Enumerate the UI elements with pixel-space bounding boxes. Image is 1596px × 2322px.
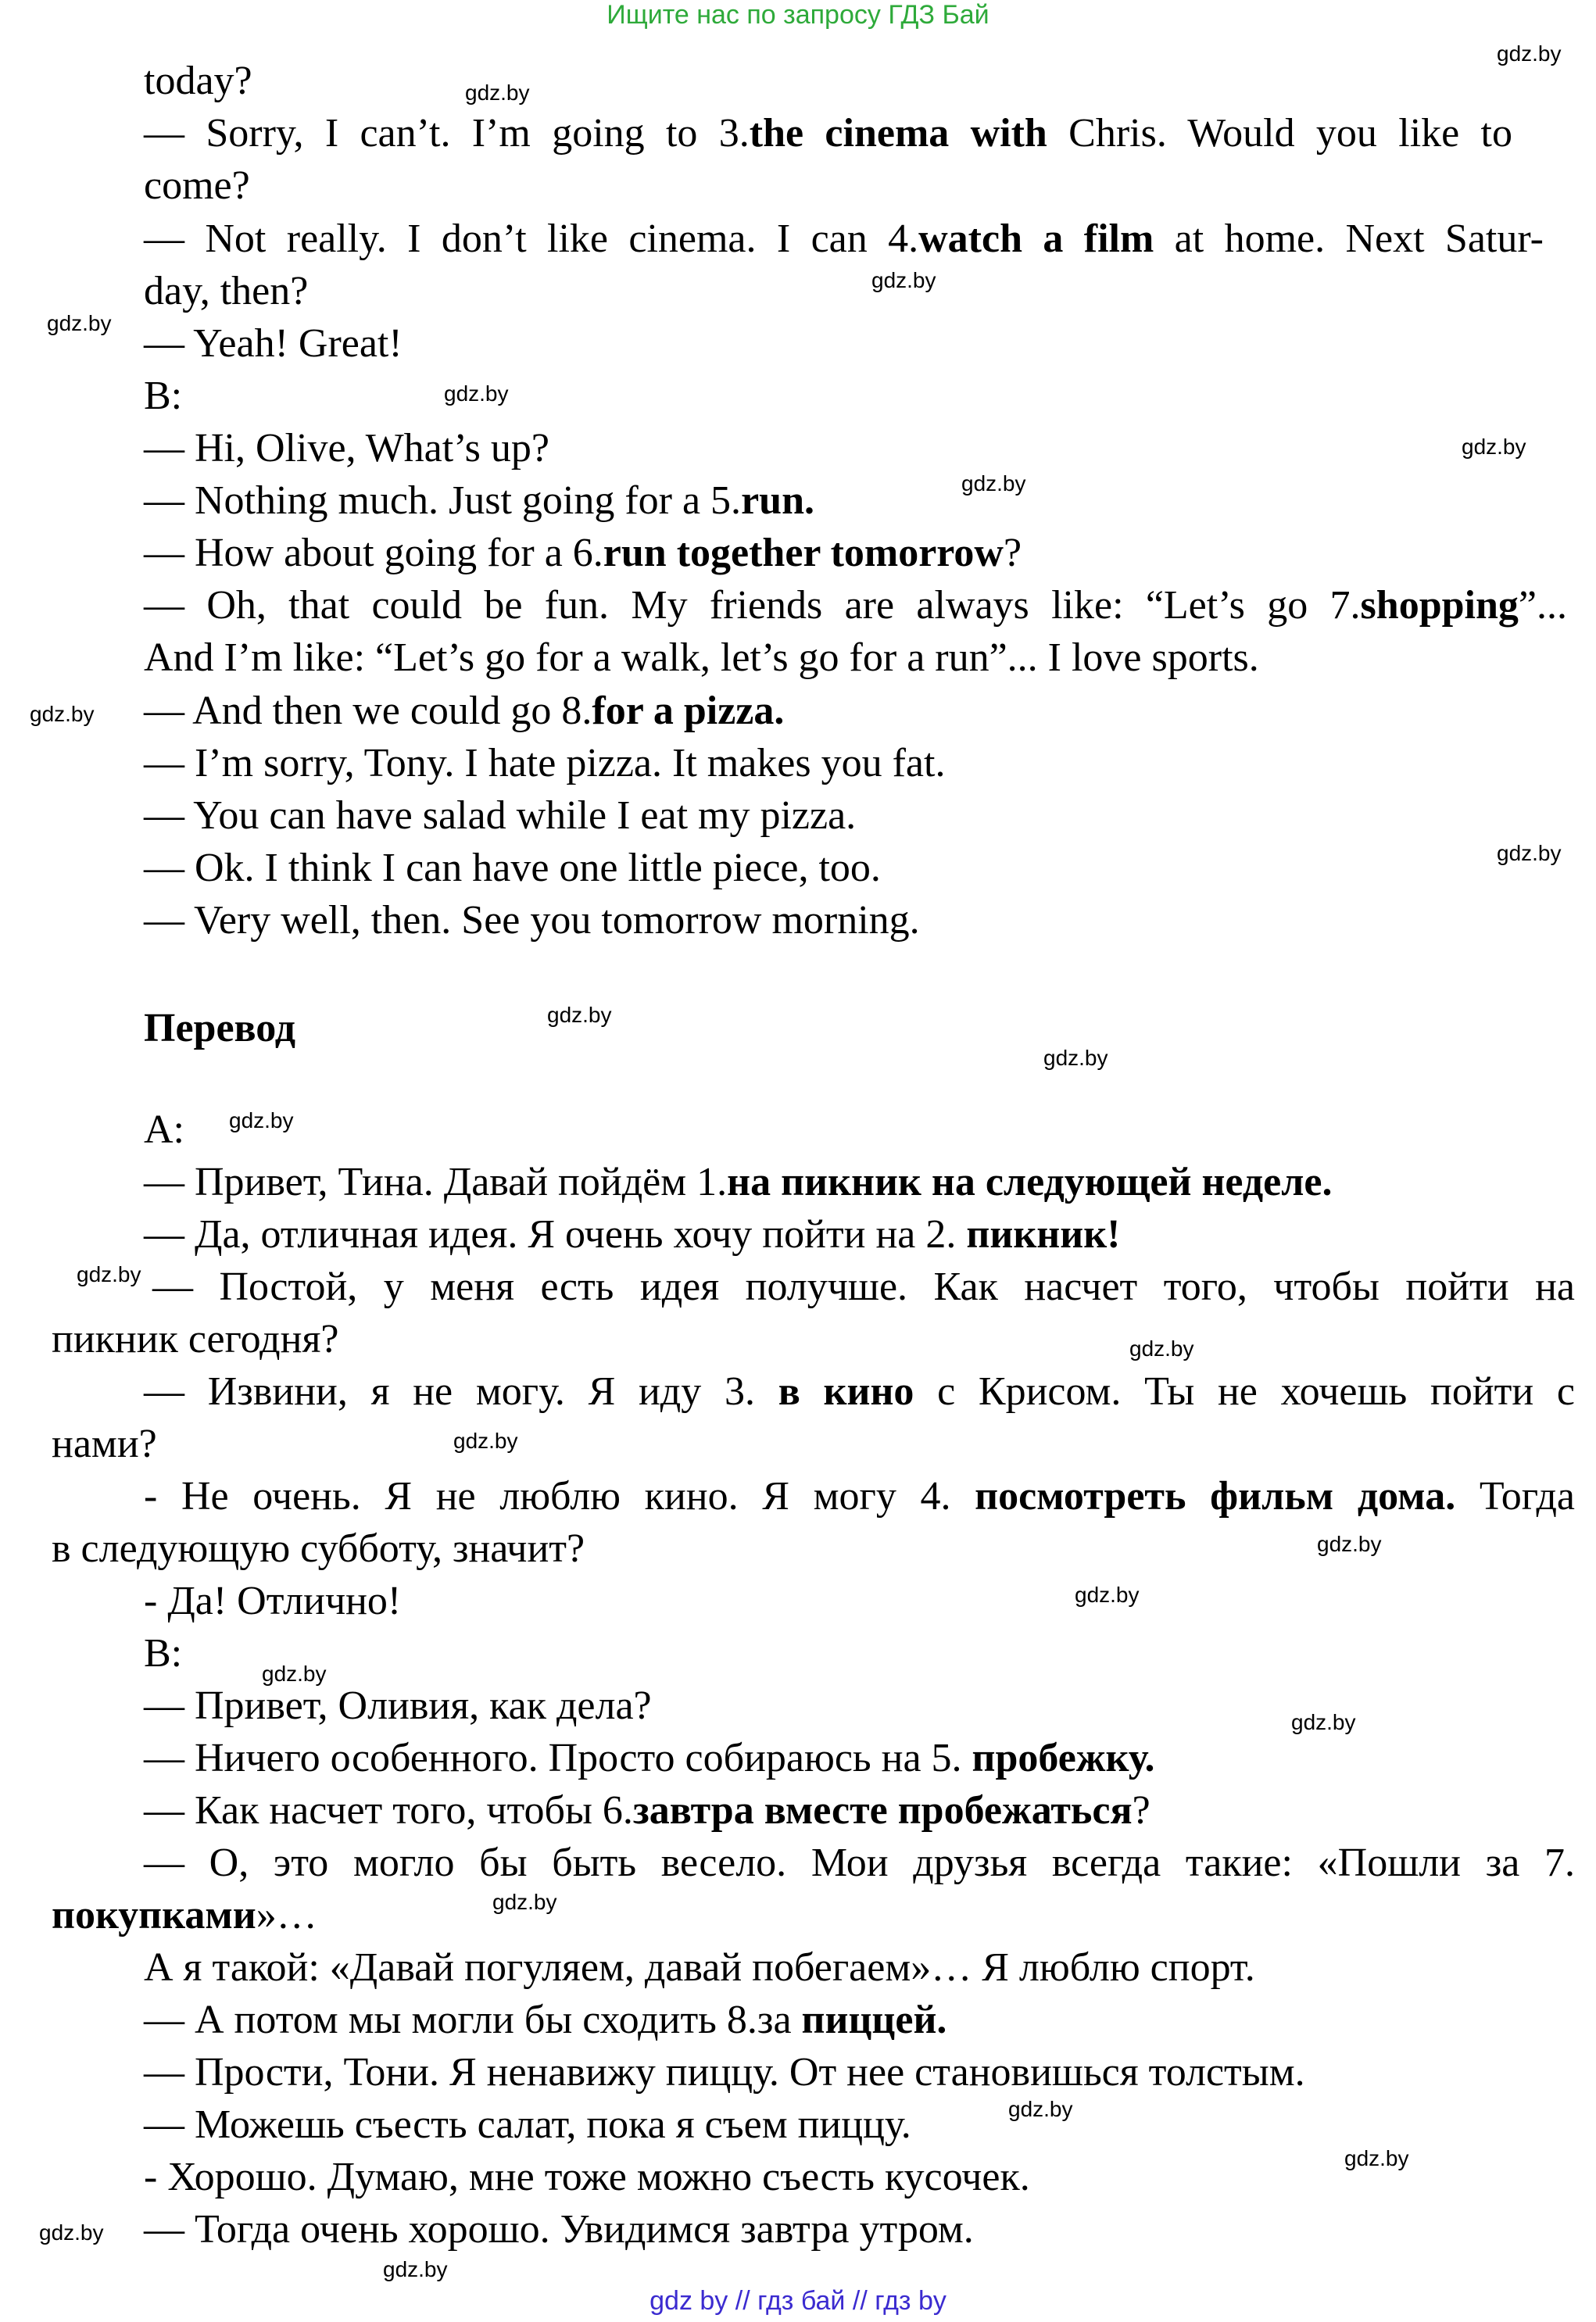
text-span: B: [144,374,183,418]
text-span: — Nothing much. Just going for a 5. [144,478,742,523]
bold-answer: покупками [52,1893,256,1937]
text-span: — Ok. I think I can have one little piece, too. [144,846,881,890]
russian-dialogue-line [144,1738,1155,1779]
watermark-stamp: gdz.by [1129,1336,1194,1361]
watermark-stamp: gdz.by [1344,2146,1409,2170]
english-dialogue-line [144,271,308,312]
text-span: — Oh, that could be fun. My friends are always like: “Let’s go 7. [144,583,1361,628]
english-dialogue-line [144,691,784,732]
russian-dialogue-line [144,1633,182,1674]
bold-answer: пиццей. [801,1998,947,2042]
watermark-stamp: gdz.by [465,81,530,105]
text-span: Тогда [1455,1474,1575,1519]
text-span: - Да! Отлично! [144,1579,402,1623]
text-span: — How about going for a 6. [144,531,603,575]
watermark-stamp: gdz.by [871,268,936,292]
watermark-stamp: gdz.by [453,1429,518,1453]
russian-dialogue-line [144,2157,1030,2198]
text-span: В: [144,1631,183,1676]
watermark-stamp: gdz.by [1075,1583,1140,1607]
text-span: А я такой: «Давай погуляем, давай побегаем»… Я люблю спорт. [144,1945,1255,1990]
text-span: — Привет, Оливия, как дела? [144,1683,652,1728]
russian-dialogue-line [144,1788,1150,1833]
russian-dialogue-line [144,1581,401,1622]
bold-answer: на пикник на следующей неделе. [727,1160,1333,1204]
watermark-stamp: gdz.by [1497,41,1562,66]
watermark-stamp: gdz.by [383,2257,448,2281]
english-dialogue-line [144,848,881,889]
english-dialogue-line [144,216,1544,261]
watermark-stamp: gdz.by [262,1662,327,1686]
russian-dialogue-line [52,1895,317,1936]
watermark-stamp: gdz.by [77,1262,141,1286]
text-span: — Yeah! Great! [144,321,403,366]
bold-answer: посмотреть фильм дома. [975,1474,1456,1519]
text-span: в следующую субботу, значит? [52,1526,585,1571]
text-span: Chris. Would you like to [1047,111,1513,156]
bold-answer: run together tomorrow [603,531,1004,575]
text-span: — Да, отличная идея. Я очень хочу пойти на 2. [144,1212,967,1257]
text-span: »… [256,1893,317,1937]
english-dialogue-line [144,533,1022,574]
russian-dialogue-line [144,2052,1305,2093]
watermark-stamp: gdz.by [1317,1532,1382,1556]
text-span: ? [1003,531,1022,575]
watermark-stamp: gdz.by [30,702,95,726]
english-dialogue-line [144,321,403,366]
english-dialogue-line [144,163,250,208]
text-span: — And then we could go 8. [144,689,592,733]
watermark-stamp: gdz.by [1043,1046,1108,1070]
text-span: — Извини, я не могу. Я иду 3. [144,1369,778,1414]
russian-dialogue-line [144,2209,974,2250]
watermark-stamp: gdz.by [1462,435,1526,459]
russian-dialogue-line [144,1683,652,1728]
english-dialogue-line [144,585,1567,626]
watermark-stamp: gdz.by [1291,1710,1356,1734]
russian-dialogue-line [52,1424,157,1465]
text-span: — Прости, Тони. Я ненавижу пиццу. От нее становишься толстым. [144,2050,1305,2095]
russian-dialogue-line [144,1476,1575,1517]
english-dialogue-line [144,428,549,469]
text-span: today? [144,59,252,103]
text-span: at home. Next Satur- [1154,216,1544,261]
text-span: с Крисом. Ты не хочешь пойти с [914,1369,1575,1414]
translation-heading: Перевод [144,1006,296,1050]
english-dialogue-line [144,900,920,941]
watermark-stamp: gdz.by [229,1108,294,1132]
text-span: come? [144,163,250,208]
bold-answer: run. [741,478,814,523]
russian-dialogue-line [52,1319,338,1360]
text-span: — Very well, then. See you tomorrow morning. [144,898,920,943]
watermark-stamp: gdz.by [1497,841,1562,865]
text-span: — Sorry, I can’t. I’m going to 3. [144,111,750,156]
english-dialogue-line [144,113,1512,154]
bold-answer: пробежку. [972,1736,1155,1780]
bold-answer: завтра вместе пробежаться [632,1788,1133,1833]
text-span: пикник сегодня? [52,1317,339,1361]
text-span: ? [1132,1788,1150,1833]
russian-dialogue-line [144,1162,1332,1203]
text-span: А: [144,1107,184,1152]
russian-dialogue-line [144,1843,1575,1884]
russian-dialogue-line [144,2000,947,2041]
text-span: — Можешь съесть салат, пока я съем пиццу. [144,2102,911,2147]
russian-dialogue-line [144,2102,911,2147]
bold-answer: for a pizza. [592,689,785,733]
text-span: — Тогда очень хорошо. Увидимся завтра утром. [144,2207,974,2252]
russian-dialogue-line [144,1107,184,1152]
text-span: — Привет, Тина. Давай пойдём 1. [144,1160,728,1204]
text-span: ”... [1518,583,1567,628]
russian-dialogue-line [144,1212,1121,1257]
text-span: — I’m sorry, Tony. I hate pizza. It makes you fat. [144,741,946,785]
text-span: And I’m like: “Let’s go for a walk, let’s go for a run”... I love sports. [144,635,1259,680]
text-span: - Хорошо. Думаю, мне тоже можно съесть кусочек. [144,2155,1030,2199]
text-span: — Hi, Olive, What’s up? [144,426,549,470]
watermark-stamp: gdz.by [492,1890,557,1914]
page-footer: gdz by // гдз бай // гдз by [649,2286,947,2316]
english-dialogue-line [144,478,814,523]
english-dialogue-line [144,61,252,102]
bold-answer: the cinema with [749,111,1047,156]
page-header: Ищите нас по запросу ГДЗ Бай [607,0,989,30]
bold-answer: в кино [778,1369,914,1414]
russian-dialogue-line [144,1945,1255,1990]
bold-answer: shopping [1360,583,1519,628]
watermark-stamp: gdz.by [39,2220,104,2245]
text-span: нами? [52,1422,157,1466]
watermark-stamp: gdz.by [961,471,1026,496]
russian-dialogue-line [152,1267,1575,1308]
english-dialogue-line [144,793,857,838]
english-dialogue-line [144,376,182,417]
text-span: — You can have salad while I eat my pizza. [144,793,857,838]
watermark-stamp: gdz.by [1008,2097,1073,2121]
bold-answer: watch a film [918,216,1154,261]
watermark-stamp: gdz.by [547,1003,612,1027]
russian-dialogue-line [144,1369,1575,1414]
english-dialogue-line [144,635,1259,680]
english-dialogue-line [144,743,945,784]
text-span: — Постой, у меня есть идея получше. Как насчет того, чтобы пойти на [152,1265,1575,1309]
text-span: - Не очень. Я не люблю кино. Я могу 4. [144,1474,975,1519]
text-span: — Как насчет того, чтобы 6. [144,1788,633,1833]
watermark-stamp: gdz.by [444,381,509,406]
text-span: — О, это могло бы быть весело. Мои друзья всегда такие: «Пошли за 7. [144,1841,1575,1885]
text-span: — Not really. I don’t like cinema. I can 4. [144,216,919,261]
text-span: day, then? [144,269,309,313]
watermark-stamp: gdz.by [47,311,112,335]
russian-dialogue-line [52,1526,585,1571]
bold-answer: пикник! [966,1212,1121,1257]
text-span: — А потом мы могли бы сходить 8.за [144,1998,802,2042]
text-span: — Ничего особенного. Просто собираюсь на 5. [144,1736,972,1780]
